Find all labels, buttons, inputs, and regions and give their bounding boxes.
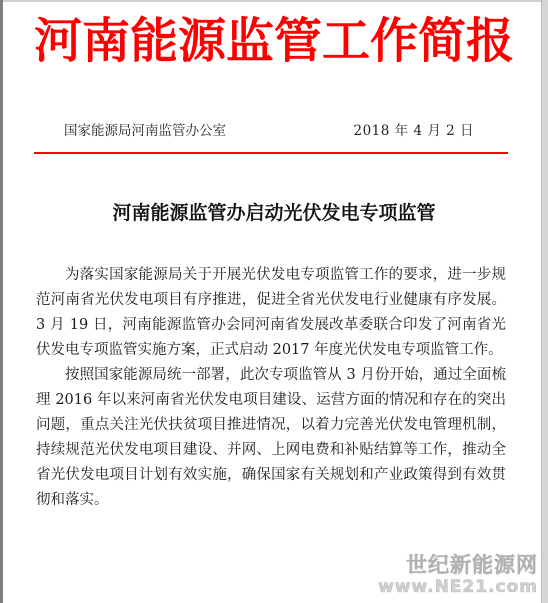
viewer-top-edge <box>0 0 548 2</box>
viewer-scrollbar[interactable] <box>541 0 548 603</box>
masthead-title: 河南能源监管工作简报 <box>33 13 514 69</box>
paragraph: 为落实国家能源局关于开展光伏发电专项监管工作的要求，进一步规范河南省光伏发电项目有序推进，促进全省光伏发电行业健康有序发展。3 月 19 日，河南能源监管办会同河南省发展改革委联合印发了河南省光伏发电专项监管实施方案，正式启动 2017 年度光伏发电专项监管工作。 <box>36 267 506 358</box>
red-divider-line <box>34 152 508 154</box>
watermark-text: 世纪新能源网 <box>406 553 538 577</box>
article-title: 河南能源监管办启动光伏发电专项监管 <box>112 202 436 224</box>
site-watermark <box>348 553 538 599</box>
issuing-office: 国家能源局河南监管办公室 <box>64 123 226 139</box>
issuer-line <box>64 121 474 141</box>
watermark-url: www.NE21.com <box>378 577 538 597</box>
paragraph: 按照国家能源局统一部署，此次专项监管从 3 月份开始，通过全面梳理 2016 年以来河南省光伏发电项目建设、运营方面的情况和存在的突出问题，重点关注光伏扶贫项目推进情况，以着力完善光伏发电管理机制，持续规范光伏发电项目建设、并网、上网电费和补贴结算等工作，推动全省光伏发电项目计划有效实施，确保国家有关规划和产业政策得到有效贯彻和落实。 <box>36 367 506 508</box>
viewer-left-edge <box>0 0 3 603</box>
issue-date: 2018 年 4 月 2 日 <box>353 123 474 139</box>
article-body <box>36 263 506 513</box>
